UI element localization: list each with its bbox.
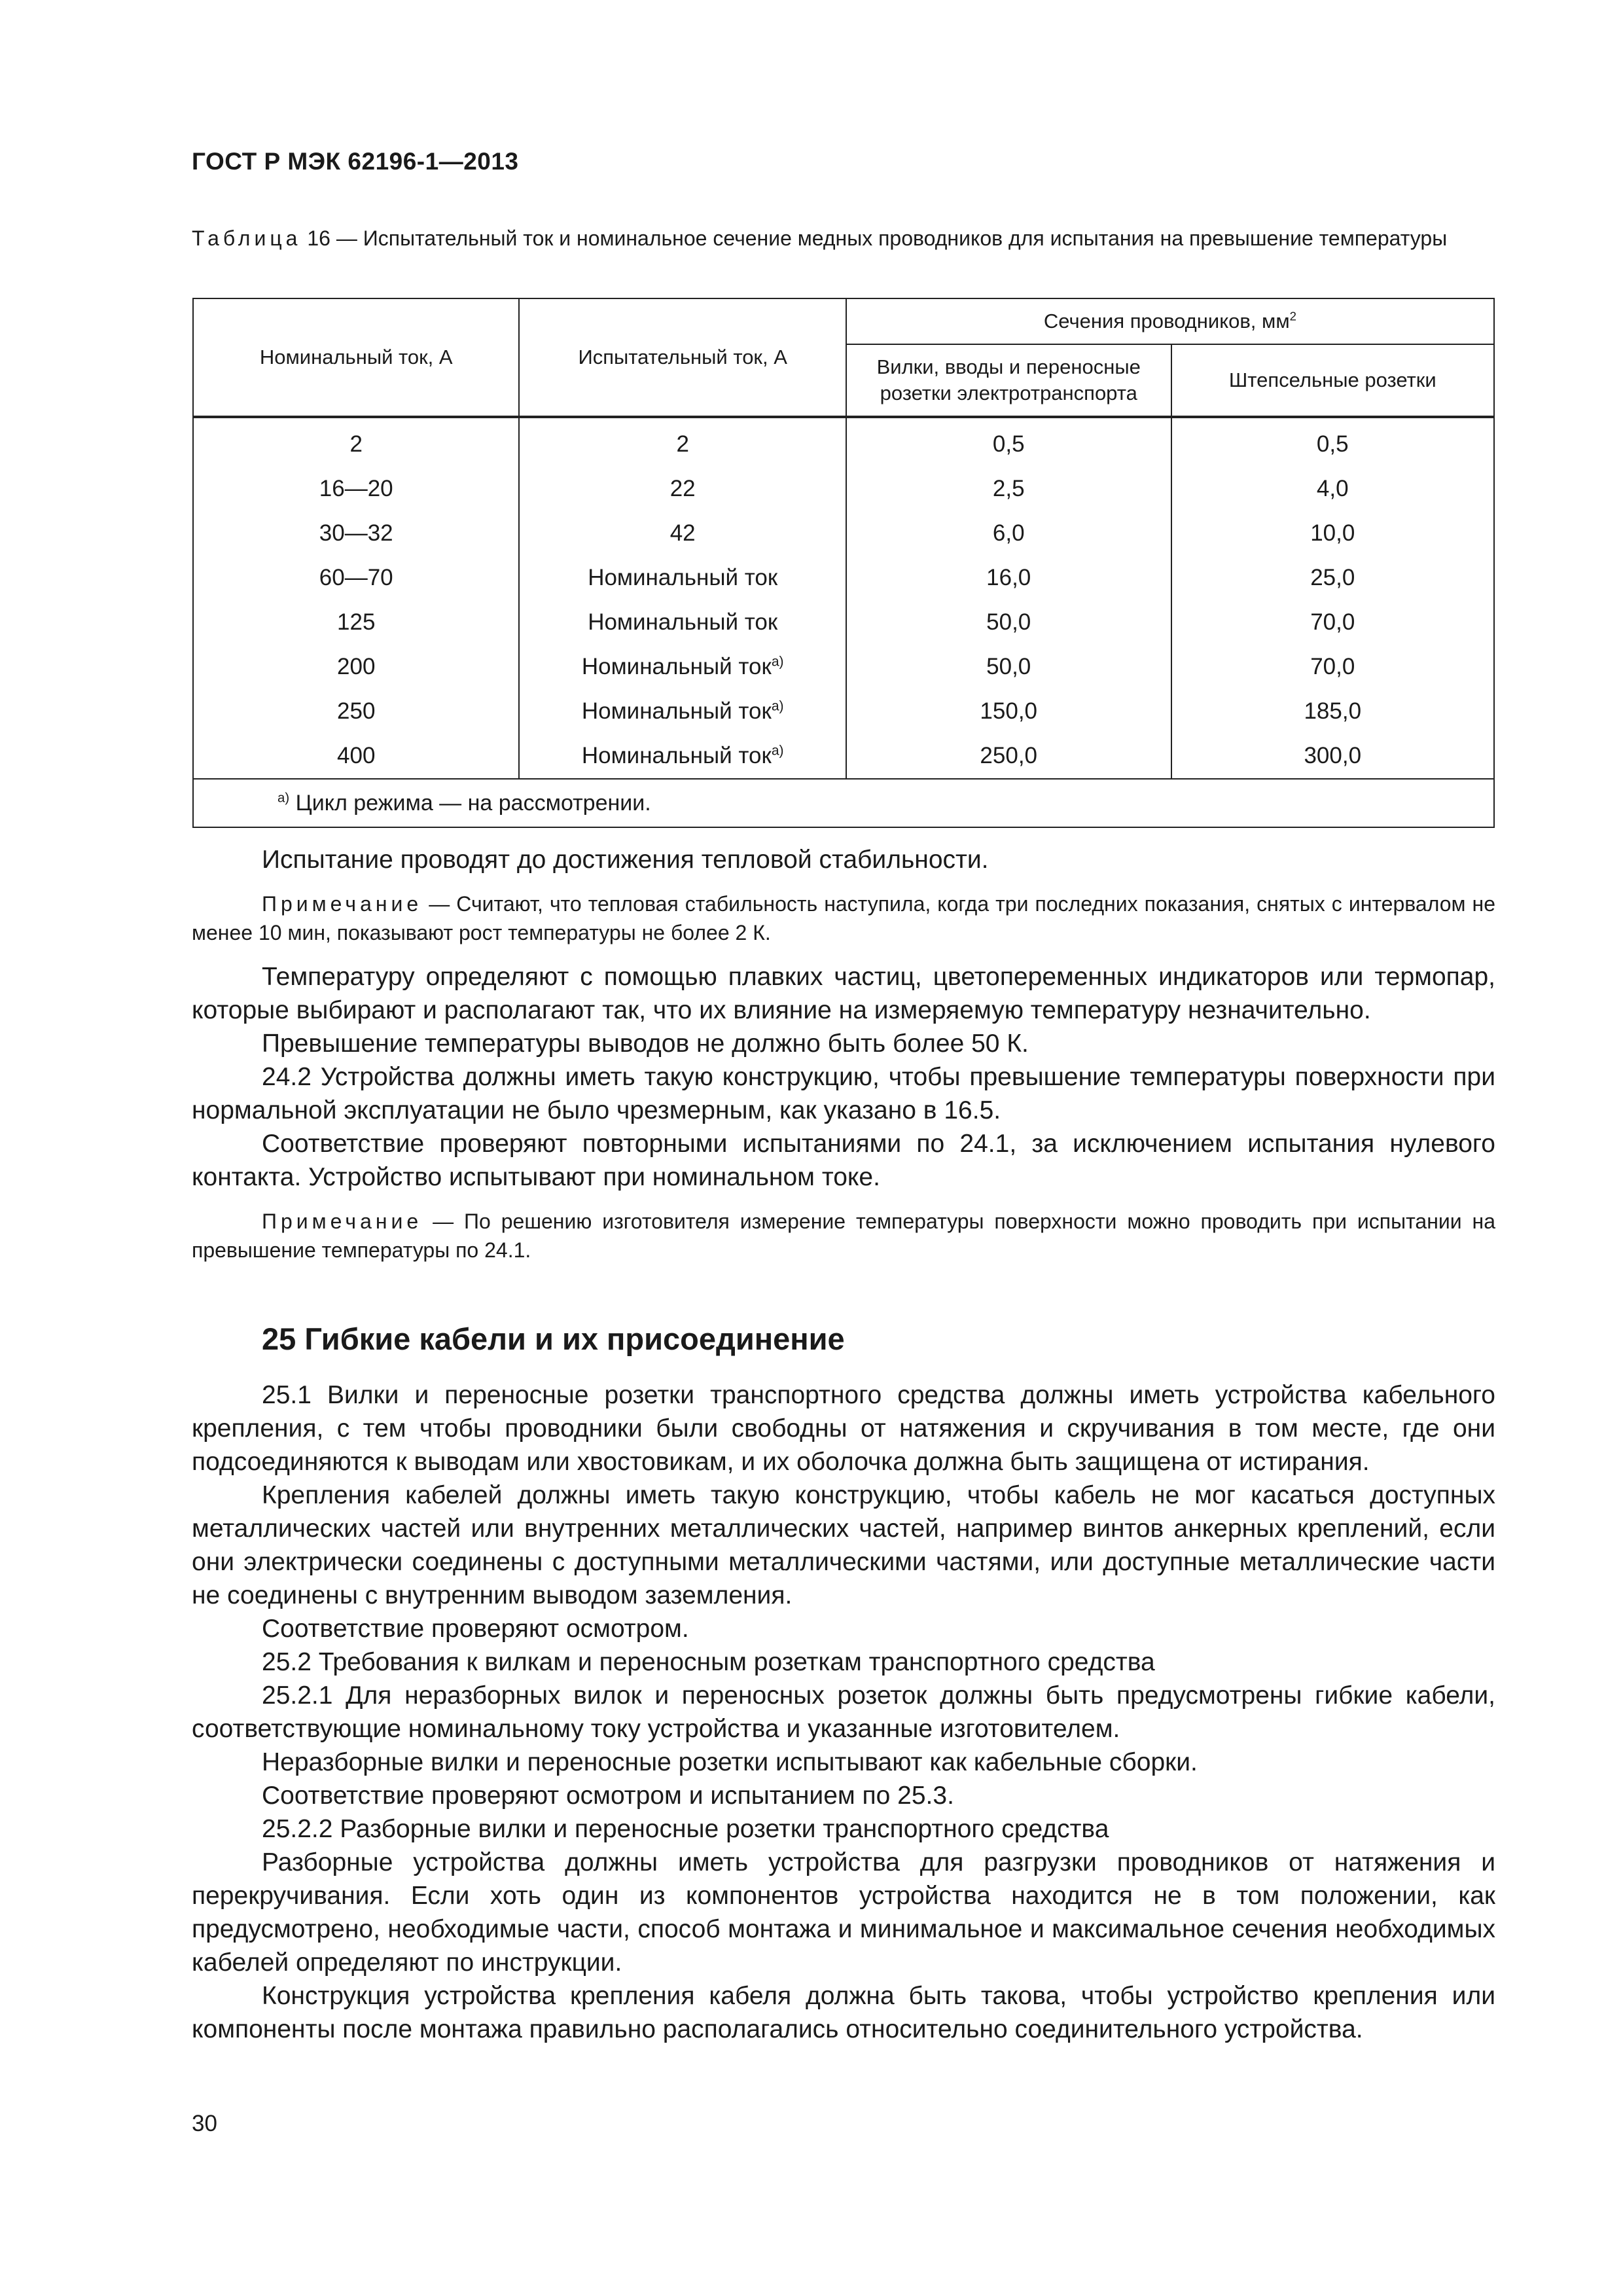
table-row bbox=[193, 417, 1494, 467]
paragraph: Неразборные вилки и переносные розетки испытывают как кабельные сборки. bbox=[262, 1748, 1198, 1776]
cell-test-sup: а) bbox=[771, 743, 784, 759]
note-paragraph bbox=[192, 1207, 1495, 1265]
document-body bbox=[192, 843, 1495, 2046]
cell-sockets: 25,0 bbox=[1171, 556, 1494, 600]
cell-test-text: Номинальный ток bbox=[581, 743, 772, 768]
table-caption bbox=[192, 224, 1501, 253]
cell-test-text: 2 bbox=[676, 431, 689, 457]
cell-sockets: 185,0 bbox=[1171, 689, 1494, 734]
cell-plugs: 50,0 bbox=[846, 645, 1171, 689]
note-label: Примечание bbox=[262, 892, 423, 916]
cell-test-text: Номинальный ток bbox=[581, 654, 772, 679]
header-sections-group bbox=[846, 298, 1494, 344]
cell-rated: 400 bbox=[193, 734, 519, 779]
footnote-mark: а) bbox=[277, 791, 290, 806]
cell-rated: 60—70 bbox=[193, 556, 519, 600]
cell-test bbox=[519, 734, 846, 779]
cell-rated: 125 bbox=[193, 600, 519, 645]
paragraph: Температуру определяют с помощью плавких частиц, цветопеременных индикаторов или термопар, которые выбирают и располагают так, что их влияние на измеряемую температуру незначительно. bbox=[192, 963, 1495, 1024]
cell-sockets: 70,0 bbox=[1171, 645, 1494, 689]
paragraph: 25.2.1 Для неразборных вилок и переносных розеток должны быть предусмотрены гибкие кабели, соответствующие номинальному току устройства и указанные изготовителем. bbox=[192, 1681, 1495, 1743]
cell-test-text: Номинальный ток bbox=[588, 565, 778, 590]
table-caption-word: Таблица bbox=[192, 226, 302, 250]
header-plugs: Вилки, вводы и переносные розетки электротранспорта bbox=[846, 344, 1171, 417]
cell-test bbox=[519, 556, 846, 600]
cell-test bbox=[519, 417, 846, 467]
test-current-table bbox=[192, 298, 1495, 828]
note-paragraph bbox=[192, 889, 1495, 947]
paragraph: Превышение температуры выводов не должно быть более 50 К. bbox=[262, 1030, 1029, 1058]
paragraph: Разборные устройства должны иметь устройства для разгрузки проводников от натяжения и перекручивания. Если хоть один из компонентов устройства находится не в том положении, как предусмотрено, необходимые части, способ монтажа и минимальное и максимальное сечения необходимых кабелей определяют по инструкции. bbox=[192, 1848, 1495, 1977]
paragraph: 24.2 Устройства должны иметь такую конструкцию, чтобы превышение температуры поверхности при нормальной эксплуатации не было чрезмерным, как указано в 16.5. bbox=[192, 1063, 1495, 1124]
cell-test-text: 42 bbox=[669, 520, 696, 546]
cell-test bbox=[519, 645, 846, 689]
paragraph: Соответствие проверяют осмотром и испытанием по 25.3. bbox=[262, 1782, 954, 1810]
cell-plugs: 6,0 bbox=[846, 511, 1171, 556]
table-row bbox=[193, 689, 1494, 734]
cell-plugs: 0,5 bbox=[846, 417, 1171, 467]
cell-sockets: 70,0 bbox=[1171, 600, 1494, 645]
section-heading: 25 Гибкие кабели и их присоединение bbox=[262, 1321, 845, 1356]
paragraph: 25.1 Вилки и переносные розетки транспортного средства должны иметь устройства кабельного крепления, с тем чтобы проводники были свободны от натяжения и скручивания в том месте, где они подсоединяются к выводам или хвостовикам, и их оболочка должна быть защищена от истирания. bbox=[192, 1381, 1495, 1476]
note-label: Примечание bbox=[262, 1210, 423, 1233]
cell-test-sup: а) bbox=[771, 654, 784, 670]
cell-test-text: Номинальный ток bbox=[581, 698, 772, 724]
page-number: 30 bbox=[192, 2111, 217, 2136]
paragraph: Соответствие проверяют повторными испытаниями по 24.1, за исключением испытания нулевого контакта. Устройство испытывают при номинальном токе. bbox=[192, 1130, 1495, 1191]
header-rated-current: Номинальный ток, А bbox=[193, 298, 519, 417]
cell-plugs: 16,0 bbox=[846, 556, 1171, 600]
cell-rated: 200 bbox=[193, 645, 519, 689]
cell-test bbox=[519, 600, 846, 645]
table-row bbox=[193, 467, 1494, 511]
cell-rated: 2 bbox=[193, 417, 519, 467]
table-row bbox=[193, 600, 1494, 645]
header-test-current: Испытательный ток, А bbox=[519, 298, 846, 417]
cell-plugs: 250,0 bbox=[846, 734, 1171, 779]
note-text: — По решению изготовителя измерение температуры поверхности можно проводить при испытании на превышение температуры по 24.1. bbox=[192, 1210, 1495, 1262]
table-row bbox=[193, 511, 1494, 556]
cell-sockets: 0,5 bbox=[1171, 417, 1494, 467]
cell-rated: 16—20 bbox=[193, 467, 519, 511]
cell-sockets: 4,0 bbox=[1171, 467, 1494, 511]
paragraph: 25.2.2 Разборные вилки и переносные розетки транспортного средства bbox=[262, 1815, 1109, 1843]
paragraph: Испытание проводят до достижения тепловой стабильности. bbox=[262, 846, 989, 874]
table-row bbox=[193, 734, 1494, 779]
cell-test-sup: а) bbox=[771, 698, 784, 714]
cell-test bbox=[519, 467, 846, 511]
paragraph: Соответствие проверяют осмотром. bbox=[262, 1615, 689, 1643]
cell-sockets: 300,0 bbox=[1171, 734, 1494, 779]
table-caption-text: 16 — Испытательный ток и номинальное сечение медных проводников для испытания на превышение температуры bbox=[301, 226, 1448, 250]
header-sections-group-text: Сечения проводников, мм bbox=[1043, 310, 1290, 332]
note-text: — Считают, что тепловая стабильность наступила, когда три последних показания, снятых с интервалом не менее 10 мин, показывают рост температуры не более 2 К. bbox=[192, 892, 1495, 944]
cell-rated: 30—32 bbox=[193, 511, 519, 556]
header-sections-group-sup: 2 bbox=[1289, 309, 1297, 323]
cell-test bbox=[519, 511, 846, 556]
cell-plugs: 150,0 bbox=[846, 689, 1171, 734]
table-footnote bbox=[193, 779, 1494, 827]
document-header: ГОСТ Р МЭК 62196-1—2013 bbox=[192, 148, 519, 175]
cell-test-text: 22 bbox=[669, 476, 696, 501]
table-row bbox=[193, 556, 1494, 600]
cell-plugs: 50,0 bbox=[846, 600, 1171, 645]
cell-test-text: Номинальный ток bbox=[588, 609, 778, 635]
paragraph: 25.2 Требования к вилкам и переносным розеткам транспортного средства bbox=[262, 1648, 1155, 1676]
cell-plugs: 2,5 bbox=[846, 467, 1171, 511]
table-row bbox=[193, 645, 1494, 689]
cell-sockets: 10,0 bbox=[1171, 511, 1494, 556]
cell-rated: 250 bbox=[193, 689, 519, 734]
cell-test bbox=[519, 689, 846, 734]
header-sockets: Штепсельные розетки bbox=[1171, 344, 1494, 417]
paragraph: Конструкция устройства крепления кабеля должна быть такова, чтобы устройство крепления или компоненты после монтажа правильно располагались относительно соединительного устройства. bbox=[192, 1982, 1495, 2043]
paragraph: Крепления кабелей должны иметь такую конструкцию, чтобы кабель не мог касаться доступных металлических частей или внутренних металлических частей, например винтов анкерных креплений, если они электрически соединены с доступными металлическими частями, или доступные металлические части не соединены с внутренним выводом заземления. bbox=[192, 1481, 1495, 1609]
footnote-text: Цикл режима — на рассмотрении. bbox=[289, 790, 651, 816]
